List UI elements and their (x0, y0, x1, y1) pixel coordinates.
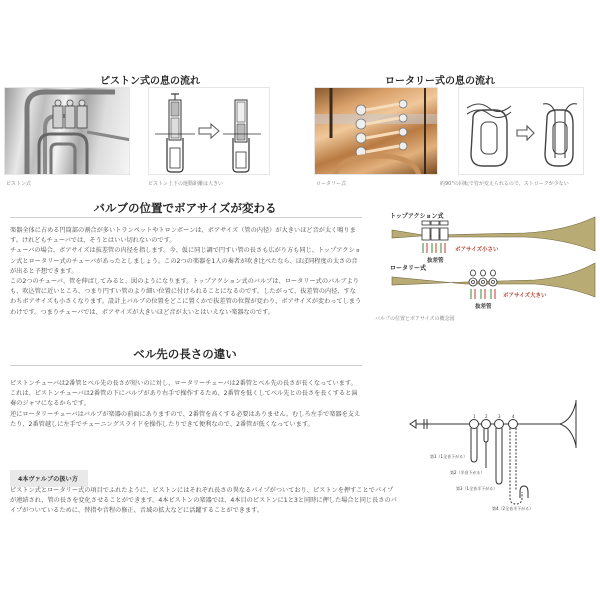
top-action-slide-label: 抜差管 (427, 258, 444, 264)
bore-concept-diagram (375, 205, 600, 320)
bell-paragraph-3: 逆にロータリーチューバはバルブが楽器の前面にありますので、2番管を高くする必要はありません。むしろ左手で楽器を支えたり、2番管越しに左手でチューニングスライドを操作したりできて便利なので、2番管が低くなっています。 (10, 410, 361, 428)
four-valve-paragraph: ピストン式とロータリー式の項目でふれたように、ピストンにはそれぞれ長さの異なるパイプがついており、ピストンを押すことでパイプが連結され、管の長さを変化させることができます。4本ピストンの楽器では、4本目のピストンに1と3と同時に押した場合と同じ長さのパイプがついているために、替指や音程の修正、音域の拡大などに活躍することができます。 (10, 487, 397, 515)
rotary-flow-diagram (458, 87, 584, 175)
valve-number-4: 4 (512, 414, 515, 419)
rotary-bore-note: ボアサイズ大きい (503, 293, 547, 299)
valve-label-2: 第2（半音下がる） (450, 470, 485, 475)
bore-diagram-caption: バルブの位置とボアサイズの概念図 (375, 316, 455, 322)
piston-photo-caption: ピストン式 (6, 181, 32, 187)
bore-paragraph-2: チューバの場合、ボアサイズは抜差管の内径を指します。今、仮に同じ調で円すい管の長さも広がり方も同じ、トップアクション式とロータリー式のチューバがあったとしましょう。この2つの楽器を1人の奏者が吹き比べたなら、ほぼ同程度の太さの音が出ると予想できます。 (10, 247, 361, 275)
rotary-slide-label: 抜差管 (475, 304, 492, 310)
bell-paragraph-2: これは、ピストンチューバは2番管の下にバルブがあり右手で操作するため、2番管を低くしてベル先との長さを長くすると演奏のジャマになるからです。 (10, 390, 358, 408)
piston-section-title: ピストン式の息の流れ (100, 76, 200, 87)
bore-paragraph-1: 楽器全体に占める円筒部の割合が多いトランペットやトロンボーンは、ボアサイズ（管の内径）が大きいほど音が太く鳴ります。けれどもチューバでは、そうとはいい切れないのです。 (10, 227, 356, 245)
bell-heading-divider (10, 365, 362, 366)
rotary-valves-illustration (315, 88, 438, 175)
piston-flow-diagram (148, 87, 270, 175)
piston-tuba-photo (4, 87, 130, 175)
piston-valves-illustration (5, 88, 130, 175)
rotary-diagram-caption: 約90°の回転で管が変えられるので、ストロークが少ない (440, 181, 569, 187)
top-action-label: トップアクション式 (390, 213, 444, 220)
rotary-photo-caption: ロータリー式 (316, 181, 347, 187)
piston-diagram-caption: ピストン上下の運動距離は大きい (148, 181, 224, 187)
valve-label-1: 第1（1全音下がる） (430, 454, 468, 459)
bell-paragraph-1: ピストンチューバは2番管とベル先の長さが短いのに対し、ロータリーチューバは2番管とベル先の長さが長くなっています。 (10, 380, 357, 387)
valve-slide-diagram (400, 380, 600, 520)
bore-heading-divider (10, 217, 362, 218)
bore-size-heading: バルブの位置でボアサイズが変わる (93, 201, 277, 215)
valve-number-1: 1 (473, 414, 476, 419)
valve-number-3: 3 (498, 414, 501, 419)
rotary-label: ロータリー式 (390, 265, 427, 272)
valve-label-3: 第3（1全音半下がる） (456, 486, 498, 491)
bore-paragraph-3: この2つのチューバ、管を伸ばしてみると、図のようになります。トップアクション式のバルブは、ロータリー式のバルブよりも、吹込管に近いところ、つまり円すい管のより細い位置に付けられることになるのです。したがって、抜差管の内径、すなわちボアサイズも小さくなります。設計上バルブの位置をどこに置くかで抜差管の位置が変わり、ボアサイズが変わってしまうわけです。つまりチューバでは、ボアサイズが大きいほど音が太いとはいえない楽器なのです。 (10, 278, 362, 316)
bell-length-heading: ベル先の長さの違い (133, 347, 237, 361)
rotary-tuba-photo (314, 87, 438, 175)
four-valve-subheading: 4本ヴァルブの扱い方 (10, 470, 88, 487)
valve-label-4: 第4（2全音半下がる） (492, 506, 534, 511)
top-action-bore-note: ボアサイズ小さい (455, 247, 499, 253)
valve-number-2: 2 (485, 414, 488, 419)
bore-section-body (10, 226, 362, 318)
bell-section-body (10, 379, 362, 430)
rotary-section-title: ロータリー式の息の流れ (385, 76, 495, 87)
